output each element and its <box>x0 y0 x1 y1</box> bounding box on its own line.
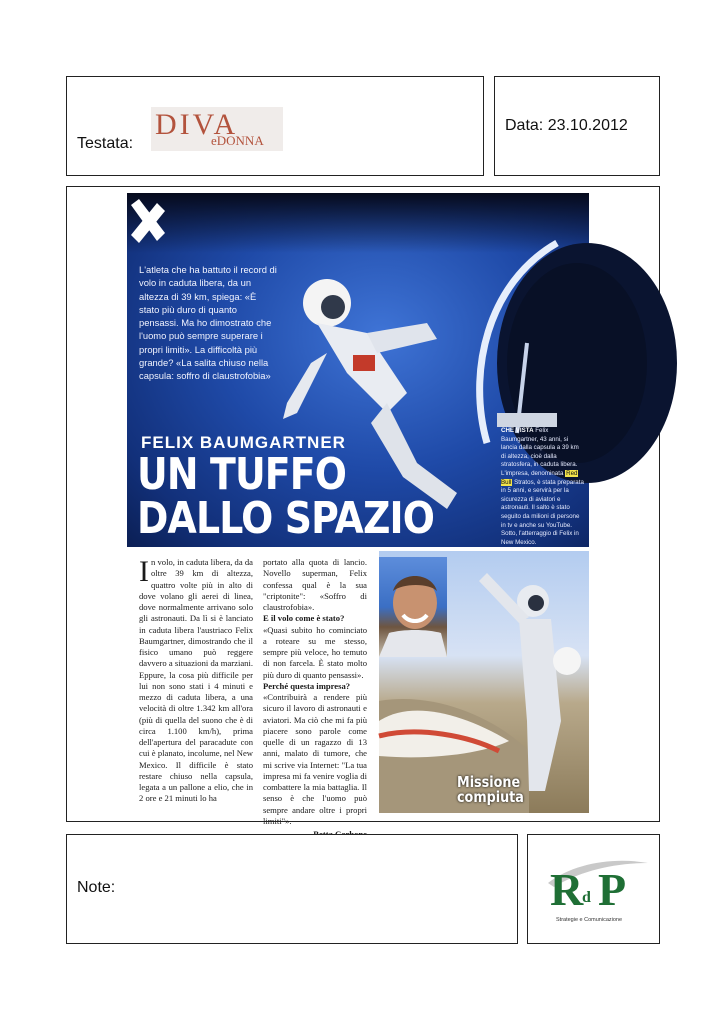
agency-logo-box <box>527 834 660 944</box>
drop-cap: I <box>139 555 149 588</box>
article-intro: L'atleta che ha battuto il record di volo in caduta libera, da un altezza di 39 km, spiega: «È stato più duro di quanto pensassi. Ma ho dimostrato che l'uomo può sempre superare i propri limiti». La difficoltà più grande? «La salita chiuso nella capsula: soffro di claustrofobia» <box>139 264 277 382</box>
landing-caption-line-2: compiuta <box>457 788 524 806</box>
date-box <box>494 76 660 176</box>
landing-photo-caption <box>457 775 524 805</box>
photo-side-caption <box>501 427 585 547</box>
portrait-face-image <box>379 557 447 657</box>
article-headline <box>137 449 435 544</box>
date-label: Data: 23.10.2012 <box>505 117 628 134</box>
rdp-logo-tagline: Strategie e Comunicazione <box>556 917 623 923</box>
testata-label: Testata: <box>77 135 134 152</box>
article-body-column-2 <box>263 557 367 826</box>
diva-logo-sub: eDONNA <box>211 133 264 148</box>
side-caption-text-before: Felix Baumgartner, 43 anni, si lancia dalla capsula a 39 km di altezza, cioè dalla stratosfera, in caduta libera. L'impresa, denominata <box>501 427 579 477</box>
diva-logo-word: DIVA <box>155 108 239 141</box>
body-column-1-text: n volo, in caduta libera, da da oltre 39 km di altezza, quattro volte più in alto di dove volano gli aerei di linea, dove normalmente arrivano solo gli astronauti. Da lì si è lanciato in caduta libera l'austriaco Felix Baumgartner, dimostrando che il fisico umano può reggere davvero a situazioni da marziani. Eppure, la cosa più difficile per lui non sono stati i 4 minuti e mezzo di caduta libera, a una velocità di oltre 1.342 km all'ora (più di quella del suono che è di circa 1.100 km/h), prima dell'apertura del paracadute con cui è planato, incolume, nel New Mexico. Il difficile è stato restare chiuso nella capsula, legata a un pallone a elio, che in 2 ore e 21 minuti lo ha <box>139 557 253 804</box>
body-column-2-text-b: «Quasi subito ho cominciato a roteare su me stesso, sempre più veloce, ho temuto di non farcela. È stato molto più duro di quanto pensassi». <box>263 624 367 680</box>
rdp-logo-p: P <box>598 864 627 915</box>
side-caption-lead: CHE VISTA <box>501 427 534 434</box>
publication-header-box <box>66 76 484 176</box>
headline-line-1: UN TUFFO <box>137 449 347 500</box>
headline-line-2: DALLO SPAZIO <box>137 493 435 544</box>
cross-mark-icon <box>129 199 167 245</box>
portrait-photo <box>379 557 447 657</box>
article-clipping <box>127 193 589 826</box>
rdp-logo-r: R <box>550 864 584 915</box>
article-body-column-1 <box>139 557 253 803</box>
rdp-logo-d: d <box>582 889 591 906</box>
interview-question-2: Perché questa impresa? <box>263 680 351 691</box>
side-caption-text-after: Stratos, è stata preparata in 5 anni, e servirà per la sicurezza di aviatori e astronauti. Il salto è stato seguito da milioni di persone in tv e anche su YouTube. Sotto, l'atterraggio di Felix in New Mexico. <box>501 478 584 546</box>
article-hero-image <box>127 193 589 547</box>
diva-logo <box>151 107 283 151</box>
notes-label: Note: <box>77 879 116 896</box>
interview-question-1: E il volo come è stato? <box>263 613 345 624</box>
side-caption-brand: Red Bull <box>501 469 578 486</box>
landing-caption-line-1: Missione <box>457 773 521 791</box>
article-kicker: FELIX BAUMGARTNER <box>141 433 346 452</box>
body-column-2-text-c: «Contribuirà a rendere più sicuro il lavoro di astronauti e aviatori. Ma ciò che mi fa più piacere sono parole come quelle di un ragazzo di 13 anni, malato di tumore, che mi scrive via Internet: "La tua impresa mi fa venire voglia di combattere la mia battaglia. Il senso è che l'uomo può sempre andare oltre i propri limiti"». <box>263 692 367 826</box>
article-clipping-frame <box>66 186 660 826</box>
notes-box <box>66 834 518 944</box>
body-column-2-text-a: portato alla quota di lancio. Novello superman, Felix confessa qual è la sua "criptonite": «Soffro di claustrofobia». <box>263 557 367 612</box>
rdp-logo <box>544 853 650 925</box>
landing-photo-caption-area <box>449 551 589 813</box>
